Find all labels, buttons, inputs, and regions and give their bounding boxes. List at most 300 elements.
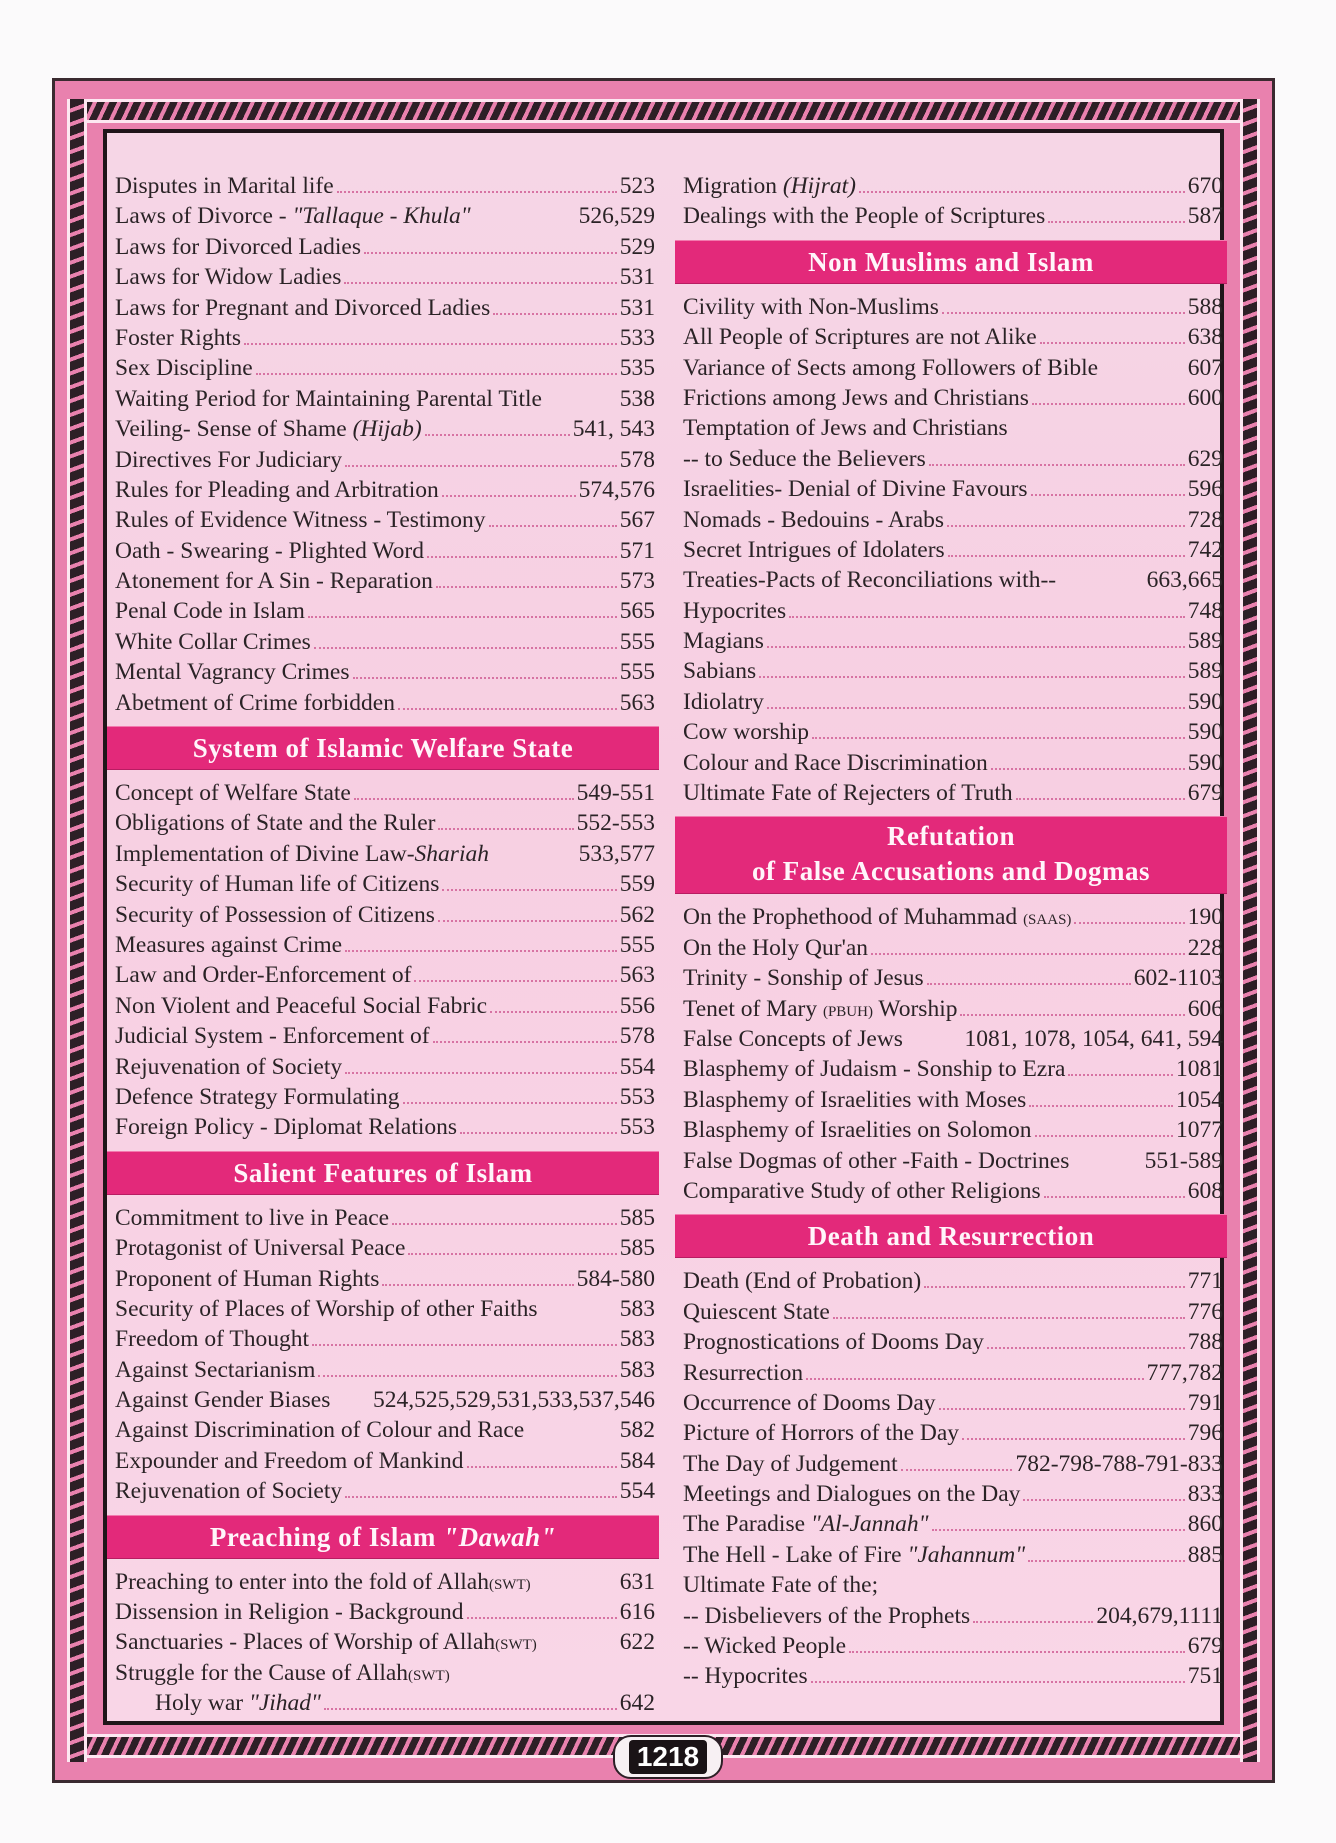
index-entry [675, 1631, 1227, 1661]
dot-leader [929, 464, 1185, 466]
index-entry [107, 505, 659, 535]
index-entry [675, 1358, 1227, 1388]
index-entry [675, 1266, 1227, 1296]
entry-page-ref: 728 [1187, 506, 1223, 533]
index-entry [675, 171, 1227, 201]
entry-page-ref: 523 [619, 173, 655, 199]
dot-leader [427, 556, 617, 558]
entry-page-ref: 583 [619, 1326, 655, 1353]
entry-page-ref: 587 [1187, 203, 1223, 230]
dot-leader [414, 980, 616, 982]
dot-leader [1035, 1135, 1173, 1137]
entry-title [115, 1627, 537, 1660]
entry-title [115, 505, 486, 535]
entry-title [683, 474, 1028, 504]
entry-title [683, 1661, 808, 1691]
entry-title-text: The Hell - Lake of Fire [683, 1541, 908, 1568]
index-entry [107, 1294, 659, 1324]
entry-title-italic: "Jahannum" [907, 1541, 1026, 1568]
entry-title-text: Tenet of Mary [683, 995, 823, 1022]
entry-title [115, 839, 489, 869]
entry-title [115, 1476, 342, 1506]
entry-title [115, 1415, 524, 1445]
dot-leader [460, 1132, 617, 1134]
entry-title-text: On the Prophethood of Muhammad [683, 904, 1024, 931]
entry-page-ref: 552-553 [576, 810, 655, 837]
index-entry [675, 902, 1227, 932]
index-group [675, 292, 1227, 809]
entry-title-text: False Dogmas of other -Faith - Doctrines [683, 1147, 1070, 1174]
dot-leader [345, 950, 617, 952]
entry-title-text: Laws of Divorce - [115, 203, 293, 230]
dot-leader [924, 1286, 1185, 1288]
entry-title-text: Dealings with the People of Scriptures [683, 203, 1046, 230]
entry-page-ref: 555 [619, 628, 655, 655]
dot-leader [467, 1617, 617, 1619]
page-number: 1218 [629, 1740, 707, 1774]
entry-title-text: Sanctuaries - Places of Worship of Allah [115, 1629, 496, 1656]
entry-title-text: Rules of Evidence Witness - Testimony [115, 507, 486, 534]
entry-title-italic: Shariah [414, 840, 489, 867]
index-entry [107, 1324, 659, 1354]
entry-page-ref: 796 [1187, 1420, 1223, 1447]
entry-page-ref: 622 [619, 1629, 655, 1656]
index-entry [675, 717, 1227, 747]
index-entry [107, 414, 659, 444]
entry-title-italic: "Al-Jannah" [810, 1511, 929, 1538]
entry-title-text: Trinity - Sonship of Jesus [683, 965, 924, 992]
entry-title-text: Temptation of Jews and Christians [683, 415, 1008, 442]
entry-title-italic: (Hijrat) [782, 173, 856, 199]
entry-page-ref: 535 [619, 355, 655, 382]
entry-title-text: Israelities- Denial of Divine Favours [683, 476, 1028, 503]
entry-page-ref: 742 [1187, 536, 1223, 563]
entry-page-ref: 565 [619, 598, 655, 625]
entry-title-text: Death (End of Probation) [683, 1268, 922, 1295]
dot-leader [759, 676, 1185, 678]
entry-title [683, 565, 1056, 595]
index-group [675, 1266, 1227, 1691]
index-entry [675, 963, 1227, 993]
entry-title-text: Foreign Policy - Diplomat Relations [115, 1114, 458, 1141]
entry-title-suffix: Worship [872, 995, 958, 1022]
dot-leader [382, 1284, 573, 1286]
entry-page-ref: 833 [1187, 1481, 1223, 1508]
entry-page-ref: 663,665 [1146, 567, 1223, 594]
entry-title-text: Holy war [155, 1690, 249, 1717]
entry-title [115, 1597, 464, 1627]
dot-leader [1044, 1196, 1185, 1198]
dot-leader [489, 525, 617, 527]
entry-title-italic: "Tallaque - Khula" [292, 203, 471, 230]
entry-page-ref: 531 [619, 294, 655, 321]
entry-title-text: -- Hypocrites [683, 1663, 808, 1690]
entry-title [115, 201, 471, 231]
entry-title [683, 1570, 878, 1600]
entry-title-text: Quiescent State [683, 1298, 830, 1325]
index-entry [107, 566, 659, 596]
section-heading-death-resurrection: Death and Resurrection [675, 1214, 1227, 1258]
index-entry [675, 1176, 1227, 1206]
entry-title-text: Ultimate Fate of the; [683, 1572, 879, 1599]
dot-leader [1068, 1074, 1173, 1076]
entry-page-ref: 190 [1187, 904, 1223, 931]
entry-title-text: -- Wicked People [683, 1633, 847, 1660]
dot-leader [1016, 798, 1185, 800]
dot-leader [987, 1347, 1185, 1349]
entry-title-text: Commitment to live in Peace [115, 1204, 390, 1231]
entry-page-ref: 582 [619, 1417, 655, 1444]
dot-leader [1040, 342, 1185, 344]
heading-line-2: of False Accusations and Dogmas [751, 856, 1151, 887]
entry-title [683, 1146, 1069, 1176]
entry-page-ref: 526,529 [578, 203, 655, 230]
entry-page-ref: 751 [1187, 1663, 1223, 1690]
section-heading-non-muslims: Non Muslims and Islam [675, 240, 1227, 284]
entry-title [683, 171, 856, 201]
decorative-page-frame [52, 78, 1275, 1783]
entry-title [683, 383, 1029, 413]
entry-page-ref: 777,782 [1146, 1359, 1223, 1386]
entry-title-text: Secret Intrigues of Idolaters [683, 536, 945, 563]
entry-page-ref: 782-798-788-791-833 [1015, 1450, 1223, 1477]
entry-title [115, 475, 439, 505]
index-entry [107, 293, 659, 323]
index-entry [107, 475, 659, 505]
entry-title [683, 1054, 1065, 1084]
entry-title [683, 1297, 830, 1327]
entry-page-ref: 585 [619, 1204, 655, 1231]
entry-title-text: Sex Discipline [115, 355, 253, 382]
dot-leader [308, 616, 617, 618]
entry-title [683, 596, 786, 626]
left-column [107, 171, 659, 1719]
entry-title-text: Proponent of Human Rights [115, 1265, 380, 1292]
index-entry [675, 1297, 1227, 1327]
entry-title-text: On the Holy Qur'an [683, 934, 869, 961]
entry-title [115, 1264, 379, 1294]
entry-title-text: Obligations of State and the Ruler [115, 810, 436, 837]
entry-honorific: (PBUH) [822, 1003, 873, 1020]
chain-border-top [73, 99, 1254, 123]
entry-title [115, 869, 439, 899]
entry-page-ref: 533,577 [578, 840, 655, 867]
entry-title [115, 1233, 405, 1263]
entry-title [115, 808, 435, 838]
entry-page-ref: 631 [619, 1568, 655, 1595]
dot-leader [490, 1011, 617, 1013]
entry-title [115, 1446, 464, 1476]
index-entry [107, 930, 659, 960]
index-entry [675, 1509, 1227, 1539]
index-entry [675, 1388, 1227, 1418]
entry-title-text: Nomads - Bedouins - Arabs [683, 506, 945, 533]
entry-page-ref: 563 [619, 962, 655, 989]
entry-page-ref: 533 [619, 324, 655, 351]
dot-leader [932, 1529, 1185, 1531]
entry-page-ref: 679 [1187, 1633, 1223, 1660]
entry-page-ref: 204,679,1111 [1096, 1602, 1223, 1629]
entry-title [115, 1324, 309, 1354]
index-entry [107, 353, 659, 383]
index-entry [107, 1112, 659, 1142]
dot-leader [256, 373, 617, 375]
entry-title-text: Measures against Crime [115, 931, 343, 958]
index-entry [675, 1449, 1227, 1479]
right-column [675, 171, 1227, 1692]
entry-title-text: Waiting Period for Maintaining Parental Title [115, 385, 542, 412]
entry-page-ref: 771 [1187, 1268, 1223, 1295]
entry-title-text: Against Sectarianism [115, 1356, 316, 1383]
entry-title [683, 505, 944, 535]
index-entry [675, 626, 1227, 656]
entry-title [683, 1479, 1020, 1509]
dot-leader [947, 525, 1185, 527]
entry-title-text: Occurrence of Dooms Day [683, 1389, 936, 1416]
heading-line-1: Refutation [887, 821, 1015, 852]
index-entry [675, 1570, 1227, 1600]
entry-title-text: White Collar Crimes [115, 628, 311, 655]
dot-leader [789, 616, 1185, 618]
dot-leader [1023, 1499, 1184, 1501]
entry-title [683, 902, 1071, 935]
entry-title [683, 1449, 898, 1479]
dot-leader [436, 586, 617, 588]
index-entry [107, 1203, 659, 1233]
page-number-badge [613, 1735, 723, 1779]
index-entry [675, 383, 1227, 413]
entry-title-text: Laws for Pregnant and Divorced Ladies [115, 294, 491, 321]
index-entry [107, 1052, 659, 1082]
dot-leader [991, 768, 1185, 770]
index-entry [675, 1601, 1227, 1631]
index-entry [675, 687, 1227, 717]
entry-page-ref: 553 [619, 1083, 655, 1110]
index-entry [107, 596, 659, 626]
dot-leader [767, 707, 1185, 709]
entry-title [115, 384, 542, 414]
entry-page-ref: 554 [619, 1478, 655, 1505]
entry-title [683, 626, 764, 656]
dot-leader [244, 343, 617, 345]
index-entry [675, 413, 1227, 443]
entry-title [115, 353, 253, 383]
dot-leader [1029, 1105, 1173, 1107]
entry-title-text: Expounder and Freedom of Mankind [115, 1447, 464, 1474]
entry-title [155, 1688, 321, 1718]
entry-page-ref: 571 [619, 537, 655, 564]
entry-title-text: Blasphemy of Israelities with Moses [683, 1086, 1027, 1113]
entry-title-text: Ultimate Fate of Rejecters of Truth [683, 780, 1013, 807]
entry-page-ref: 590 [1187, 719, 1223, 746]
entry-honorific: (SWT) [488, 1576, 531, 1593]
entry-title [115, 1082, 400, 1112]
entry-page-ref: 885 [1187, 1541, 1223, 1568]
index-entry [675, 1327, 1227, 1357]
entry-page-ref: 555 [619, 659, 655, 686]
dot-leader [337, 191, 617, 193]
section-heading-refutation [675, 816, 1227, 894]
dot-leader [1032, 403, 1185, 405]
dot-leader [442, 495, 576, 497]
entry-title [115, 1052, 342, 1082]
entry-title [115, 627, 311, 657]
entry-title-text: Abetment of Crime forbidden [115, 689, 395, 716]
entry-page-ref: 551-589 [1144, 1147, 1223, 1174]
dot-leader [403, 1102, 617, 1104]
entry-title [683, 748, 988, 778]
index-entry [107, 1597, 659, 1627]
entry-title-text: Blasphemy of Judaism - Sonship to Ezra [683, 1056, 1066, 1083]
entry-page-ref: 748 [1187, 597, 1223, 624]
entry-title [683, 1327, 984, 1357]
entry-title-text: Dissension in Religion - Background [115, 1599, 464, 1626]
heading-italic-text: "Dawah" [443, 1521, 557, 1552]
entry-honorific: (SWT) [495, 1637, 537, 1654]
index-entry [675, 1661, 1227, 1691]
entry-title [115, 536, 424, 566]
index-group [107, 171, 659, 718]
entry-title [683, 717, 809, 747]
entry-page-ref: 589 [1187, 658, 1223, 685]
entry-title-text: Struggle for the Cause of Allah [115, 1659, 409, 1686]
index-entry [675, 535, 1227, 565]
dot-leader [438, 920, 617, 922]
dot-leader [1048, 221, 1185, 223]
entry-title [683, 201, 1045, 231]
entry-title-text: Against Gender Biases [115, 1387, 331, 1414]
dot-leader [354, 798, 574, 800]
entry-title [683, 933, 868, 963]
entry-page-ref: 1054 [1176, 1086, 1223, 1113]
entry-title [683, 963, 924, 993]
entry-title-text: Blasphemy of Israelities on Solomon [683, 1117, 1032, 1144]
entry-title [683, 1388, 936, 1418]
entry-title [683, 1266, 921, 1296]
entry-title-text: Security of Possession of Citizens [115, 901, 435, 928]
index-entry [675, 778, 1227, 808]
entry-page-ref: 556 [619, 992, 655, 1019]
dot-leader [324, 1708, 617, 1710]
entry-title-text: Judicial System - Enforcement of [115, 1023, 430, 1050]
index-group [107, 1567, 659, 1719]
entry-title [683, 322, 1037, 352]
entry-page-ref: 549-551 [576, 780, 655, 807]
entry-page-ref: 590 [1187, 688, 1223, 715]
entry-title [115, 1294, 538, 1324]
entry-page-ref: 538 [619, 385, 655, 412]
entry-title-text: Against Discrimination of Colour and Race [115, 1417, 525, 1444]
entry-page-ref: 608 [1187, 1177, 1223, 1204]
index-group [107, 1203, 659, 1507]
dot-leader [767, 646, 1185, 648]
entry-title-text: Disputes in Marital life [115, 173, 334, 199]
index-entry [107, 627, 659, 657]
entry-title [115, 171, 334, 201]
entry-title [683, 1024, 903, 1054]
index-entry [107, 1233, 659, 1263]
index-entry [107, 839, 659, 869]
index-entry [107, 1021, 659, 1051]
entry-page-ref: 584-580 [576, 1265, 655, 1292]
entry-page-ref: 583 [619, 1356, 655, 1383]
index-entry [107, 1446, 659, 1476]
entry-title-text: Security of Places of Worship of other Faiths [115, 1295, 538, 1322]
entry-page-ref: 860 [1187, 1511, 1223, 1538]
dot-leader [973, 1621, 1093, 1623]
index-entry [675, 994, 1227, 1024]
dot-leader [438, 828, 573, 830]
dot-leader [353, 677, 617, 679]
entry-title [683, 1115, 1032, 1145]
entry-title [683, 444, 926, 474]
entry-page-ref: 555 [619, 931, 655, 958]
dot-leader [901, 1469, 1013, 1471]
dot-leader [493, 313, 617, 315]
entry-page-ref: 788 [1187, 1329, 1223, 1356]
entry-title [115, 293, 490, 323]
dot-leader [948, 555, 1185, 557]
heading-text: Preaching of Islam [209, 1521, 444, 1552]
entry-page-ref: 563 [619, 689, 655, 716]
dot-leader [398, 708, 617, 710]
entry-page-ref: 574,576 [578, 476, 655, 503]
entry-title [115, 688, 395, 718]
entry-title [683, 292, 939, 322]
entry-title-text: Security of Human life of Citizens [115, 871, 440, 898]
index-entry [107, 1355, 659, 1385]
index-entry [107, 1627, 659, 1657]
entry-title [115, 657, 350, 687]
entry-page-ref: 642 [619, 1690, 655, 1717]
entry-honorific: (SAAS) [1023, 912, 1072, 929]
entry-page-ref: 606 [1187, 995, 1223, 1022]
index-entry [675, 1479, 1227, 1509]
entry-title [683, 353, 1098, 383]
index-content-panel [103, 129, 1224, 1725]
entry-title-text: Rejuvenation of Society [115, 1478, 343, 1505]
entry-title [115, 414, 422, 444]
index-entry [675, 505, 1227, 535]
index-entry [675, 656, 1227, 686]
entry-page-ref: 554 [619, 1053, 655, 1080]
entry-title [683, 1601, 970, 1631]
index-entry [107, 384, 659, 414]
entry-title-text: Preaching to enter into the fold of Allah [115, 1568, 489, 1595]
entry-title-text: Colour and Race Discrimination [683, 749, 988, 776]
entry-page-ref: 1081 [1176, 1056, 1223, 1083]
dot-leader [392, 1223, 617, 1225]
entry-title [683, 778, 1013, 808]
index-entry [675, 1024, 1227, 1054]
dot-leader [811, 1681, 1185, 1683]
entry-page-ref: 578 [619, 1023, 655, 1050]
entry-page-ref: 1077 [1176, 1117, 1223, 1144]
entry-title-text: -- to Seduce the Believers [683, 445, 926, 472]
index-entry [675, 565, 1227, 595]
index-entry [675, 322, 1227, 352]
dot-leader [314, 647, 617, 649]
section-heading-welfare-state: System of Islamic Welfare State [107, 726, 659, 770]
dot-leader [962, 1438, 1185, 1440]
entry-title [683, 1176, 1041, 1206]
index-entry [107, 201, 659, 231]
entry-page-ref: 589 [1187, 628, 1223, 655]
entry-title [115, 445, 342, 475]
dot-leader [927, 983, 1131, 985]
entry-page-ref: 541, 543 [572, 416, 655, 443]
dot-leader [345, 1072, 617, 1074]
